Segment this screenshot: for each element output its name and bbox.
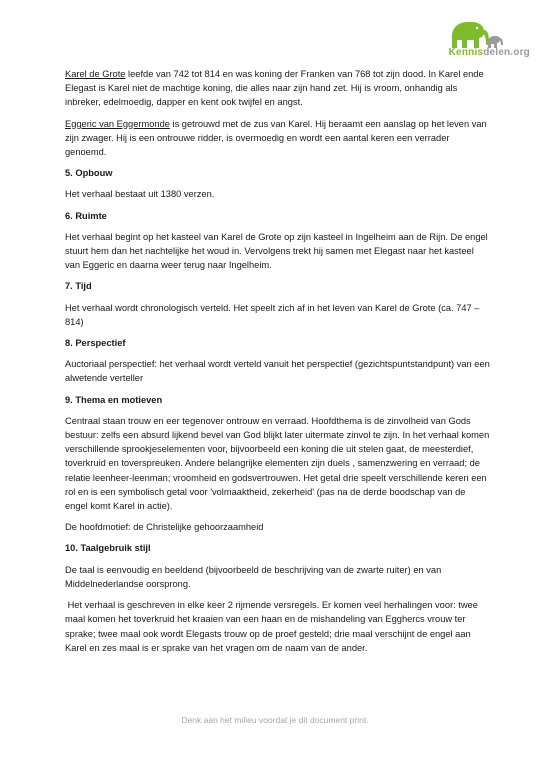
- paragraph-karel: [65, 67, 490, 110]
- heading-taalgebruik: 10. Taalgebruik stijl: [65, 543, 151, 554]
- heading-tijd: 7. Tijd: [65, 281, 92, 292]
- name-eggeric: Eggeric van Eggermonde: [65, 118, 170, 129]
- heading-perspectief: 8. Perspectief: [65, 338, 126, 349]
- text-thema: Centraal staan trouw en eer tegenover ontrouw en verraad. Hoofdthema is de zinvolheid van Gods bestuur: zelfs een absurd lijkend bevel van God blijkt later uitermate zinvol te zijn. In het verhaal komen verschillende sprookjeselementen voor, bijvoorbeeld een koning die uit stelen gaat, de meesterdief, toverkruid en toverspreuken. Andere belangrijke elementen zijn duels , samenzwering en verraad; de relatie leenheer-leenman; vroomheid en godsvertrouwen. Het getal drie speelt verschillende keren een rol en is een symbolisch getal voor 'volmaaktheid, zekerheid' (pas na de derde boodschap van de engel komt Karel in actie).: [65, 415, 490, 512]
- name-karel: Karel de Grote: [65, 69, 126, 79]
- text-tijd: Het verhaal wordt chronologisch verteld. Het speelt zich af in het leven van Karel de Grote (ca. 747 – 814): [65, 302, 480, 327]
- document-body: [65, 67, 490, 662]
- text-ruimte: Het verhaal begint op het kasteel van Karel de Grote op zijn kasteel in Ingelheim aan de Rijn. De engel stuurt hem dan het nachtelijke het woud in. Vervolgens trekt hij samen met Elegast naar het kasteel van Eggeric en daarna weer terug naar Ingelheim.: [65, 231, 488, 271]
- kennisdelen-logo: [420, 18, 530, 60]
- heading-thema: 9. Thema en motieven: [65, 394, 163, 405]
- text-opbouw: Het verhaal bestaat uit 1380 verzen.: [65, 189, 215, 200]
- text-herhalingen: Het verhaal is geschreven in elke keer 2 rijmende versregels. Er komen veel herhalingen voor: twee maal komen het toverkruid het kraaien van een haan en de mishandeling van Egghercs vrouw ter sprake; twee maal ook wordt Elegasts trouw op de proef gesteld; drie maal verschijnt de engel aan Karel en zes maal is er sprake van het vragen om de naam van de ander.: [65, 600, 481, 653]
- footer-note: Denk aan het milieu voordat je dit document print.: [181, 715, 369, 725]
- paragraph-eggeric: [65, 117, 490, 160]
- logo-brand-left: Kennis: [448, 47, 484, 58]
- heading-ruimte: 6. Ruimte: [65, 210, 107, 221]
- text-karel: leefde van 742 tot 814 en was koning der Franken van 768 tot zijn dood. In Karel ende Elegast is Karel niet de machtige koning, die alles naar zijn hand zet. Hij is vroom, onhandig als inbreker, edelmoedig, dapper en kent ook twijfel en angst.: [65, 69, 484, 108]
- text-hoofdmotief: De hoofdmotief: de Christelijke gehoorzaamheid: [65, 522, 264, 533]
- heading-opbouw: 5. Opbouw: [65, 168, 113, 179]
- text-perspectief: Auctoriaal perspectief: het verhaal wordt verteld vanuit het perspectief (gezichtspuntstandpunt) van een alwetende verteller: [65, 359, 490, 384]
- logo-brand-right: delen.org: [483, 47, 530, 58]
- logo-wordmark: [449, 47, 530, 58]
- text-taalgebruik: De taal is eenvoudig en beeldend (bijvoorbeeld de beschrijving van de zwarte ruiter) en van Middelnederlandse oorsprong.: [65, 564, 442, 589]
- text-eggeric: is getrouwd met de zus van Karel. Hij beraamt een aanslag op het leven van zijn zwager. Hij is een ontrouwe ridder, is overmoedig en wordt een aantal keren een verrader genoemd.: [65, 118, 487, 158]
